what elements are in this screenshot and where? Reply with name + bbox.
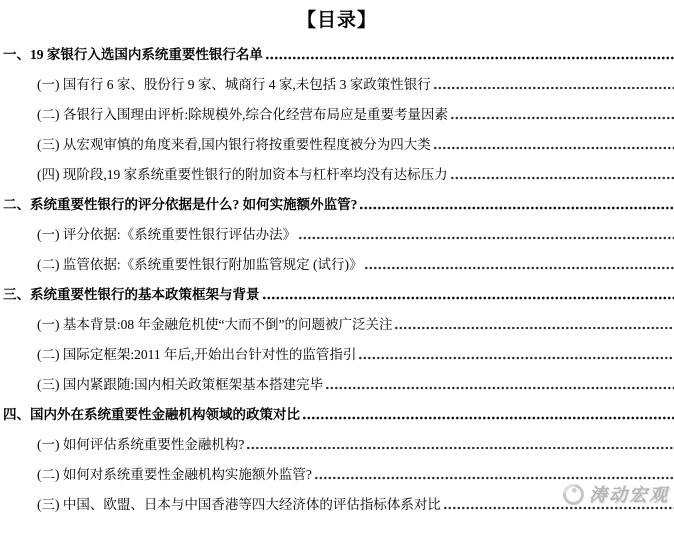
toc-item[interactable]	[0, 308, 674, 338]
dot-leader	[326, 386, 674, 390]
toc-item[interactable]	[0, 398, 674, 428]
dot-leader	[451, 116, 674, 120]
dot-leader	[365, 266, 674, 270]
toc-item-text: (二) 监管依据:《系统重要性银行附加监管规定 (试行)》	[37, 257, 363, 272]
toc-item-text: (三) 中国、欧盟、日本与中国香港等四大经济体的评估指标体系对比	[37, 497, 441, 512]
toc-item-text: (二) 国际定框架:2011 年后,开始出台针对性的监管指引	[37, 347, 357, 362]
toc-item[interactable]	[0, 128, 674, 158]
dot-leader	[266, 56, 674, 60]
toc-item-text: (一) 基本背景:08 年金融危机使“大而不倒”的问题被广泛关注	[37, 317, 393, 332]
dot-leader	[263, 296, 674, 300]
toc-item-text: 二、系统重要性银行的评分依据是什么? 如何实施额外监管?	[3, 197, 358, 212]
toc-item[interactable]	[0, 158, 674, 188]
dot-leader	[315, 476, 674, 480]
dot-leader	[359, 356, 674, 360]
toc-item-text: (一) 评分依据:《系统重要性银行评估办法》	[37, 227, 297, 242]
toc-item[interactable]	[0, 98, 674, 128]
toc-item[interactable]	[0, 248, 674, 278]
toc-item[interactable]	[0, 338, 674, 368]
dot-leader	[395, 326, 674, 330]
toc-item-text: (三) 国内紧跟随:国内相关政策框架基本搭建完毕	[37, 377, 324, 392]
toc-item[interactable]	[0, 458, 674, 488]
toc-item-text: (一) 如何评估系统重要性金融机构?	[37, 437, 245, 452]
toc-item[interactable]	[0, 488, 674, 518]
dot-leader	[360, 206, 674, 210]
toc-item-text: 四、国内外在系统重要性金融机构领域的政策对比	[3, 407, 300, 422]
dot-leader	[444, 506, 674, 510]
page-title: 【目录】	[296, 10, 377, 31]
toc-item[interactable]	[0, 278, 674, 308]
dot-leader	[434, 146, 674, 150]
toc-item[interactable]	[0, 188, 674, 218]
toc-item[interactable]	[0, 428, 674, 458]
toc-item[interactable]	[0, 38, 674, 68]
toc-item-text: 三、系统重要性银行的基本政策框架与背景	[3, 287, 260, 302]
dot-leader	[434, 86, 674, 90]
watermark-text: 涛动宏观	[589, 485, 669, 505]
toc-item[interactable]	[0, 68, 674, 98]
toc-list	[0, 38, 674, 518]
toc-item-text: (三) 从宏观审慎的角度来看,国内银行将按重要性程度被分为四大类	[37, 137, 431, 152]
dot-leader	[299, 236, 674, 240]
dot-leader	[303, 416, 674, 420]
toc-item[interactable]	[0, 368, 674, 398]
dot-leader	[451, 176, 674, 180]
toc-item-text: (二) 各银行入围理由评析:除规模外,综合化经营布局应是重要考量因素	[37, 107, 448, 122]
dot-leader	[247, 446, 674, 450]
toc-item-text: (四) 现阶段,19 家系统重要性银行的附加资本与杠杆率均没有达标压力	[37, 167, 448, 182]
toc-item[interactable]	[0, 218, 674, 248]
toc-item-text: (二) 如何对系统重要性金融机构实施额外监管?	[37, 467, 312, 482]
toc-item-text: (一) 国有行 6 家、股份行 9 家、城商行 4 家,未包括 3 家政策性银行	[37, 77, 431, 92]
toc-item-text: 一、19 家银行入选国内系统重要性银行名单	[3, 47, 263, 62]
